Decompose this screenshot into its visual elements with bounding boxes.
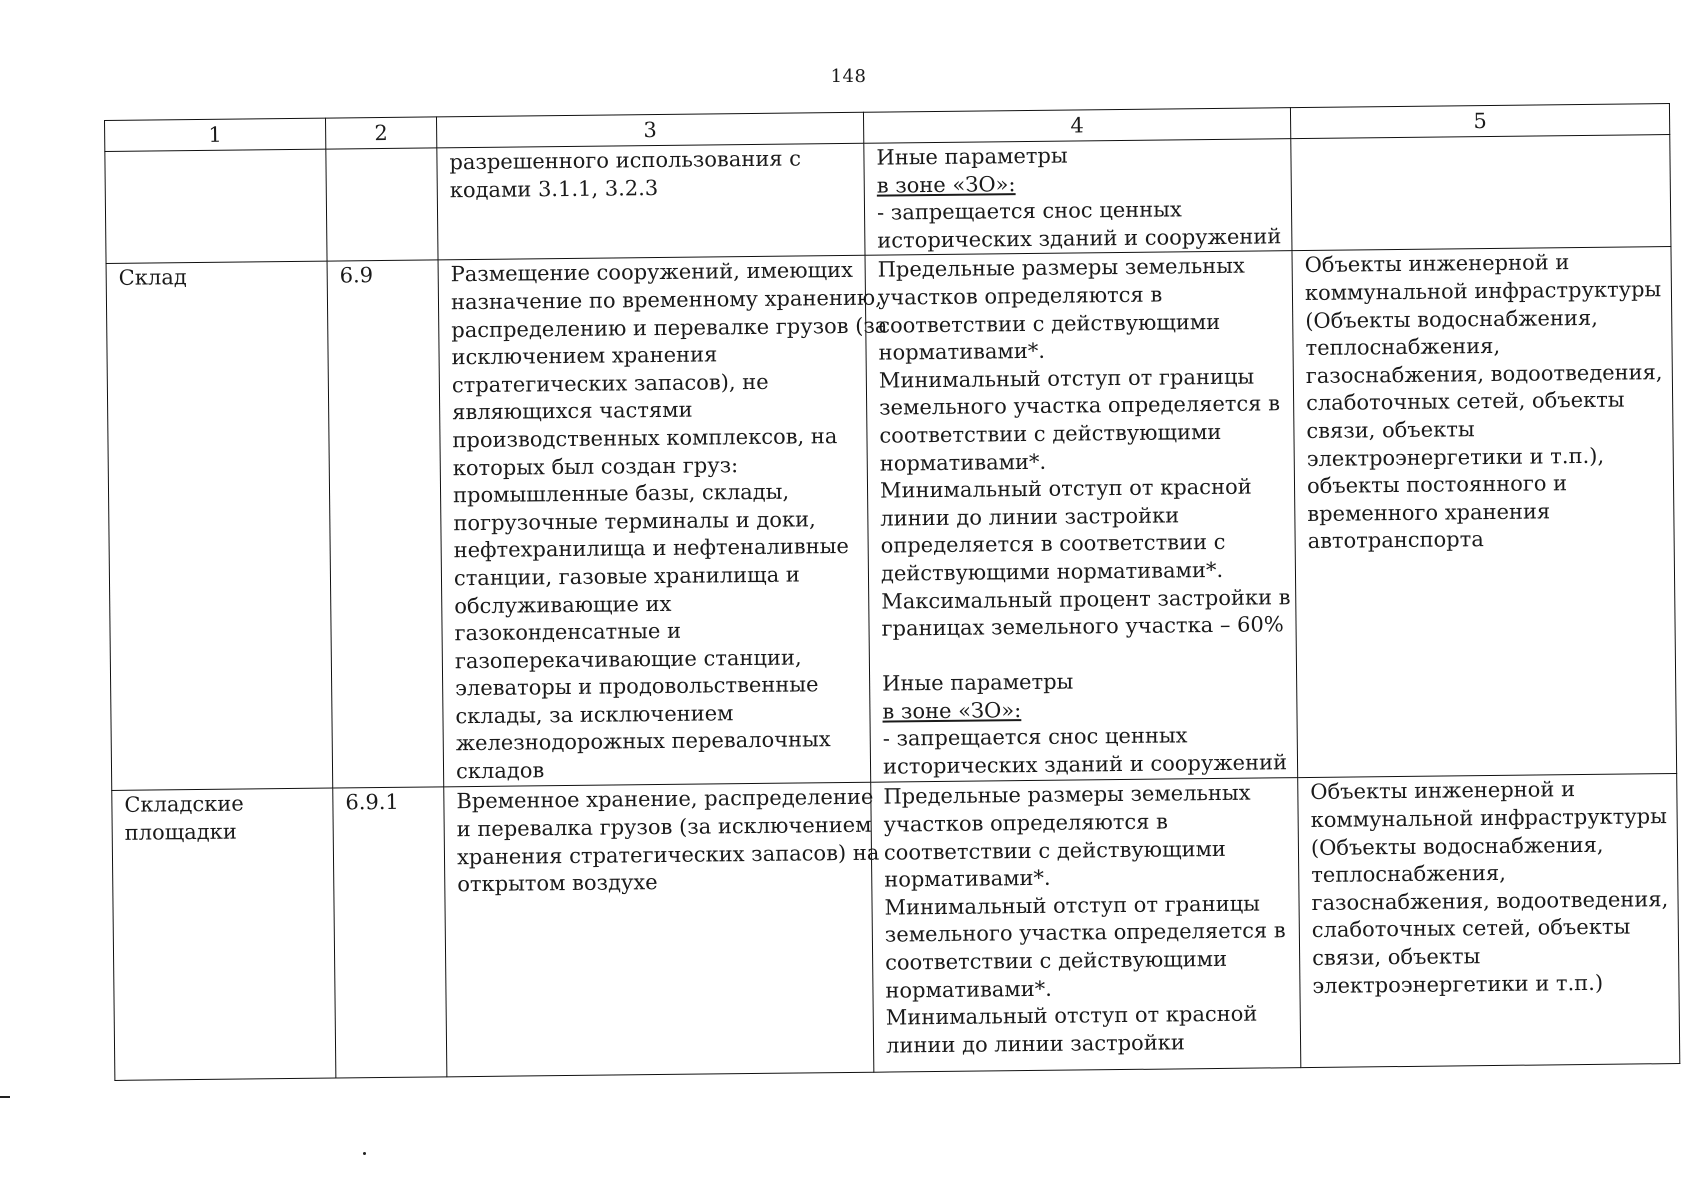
text-line: электроэнергетики и т.п.) — [1312, 970, 1604, 998]
text-line: 6.9 — [339, 263, 374, 288]
text-line: Иные параметры — [882, 669, 1074, 696]
text-line: 6.9.1 — [345, 790, 399, 815]
text-line: производственных комплексов, на — [452, 424, 838, 453]
text-line: связи, объекты — [1312, 944, 1481, 970]
text-line: погрузочные терминалы и доки, — [453, 507, 816, 535]
text-line: соответствии с действующими — [878, 309, 1221, 338]
text-line: Складские — [124, 791, 244, 818]
text-line: газоснабжения, водоотведения, — [1311, 886, 1669, 915]
text-line: назначение по временному хранению, — [450, 285, 882, 315]
text-line: Временное хранение, распределение — [456, 785, 874, 814]
cell-description — [438, 256, 888, 788]
text-line: участков определяются в — [883, 809, 1169, 837]
text-line: разрешенного использования с — [449, 146, 802, 175]
zone-label: в зоне «ЗО»: — [876, 171, 1016, 198]
text-line: Объекты инженерной и — [1310, 777, 1576, 805]
text-line: складов — [455, 758, 545, 784]
text-line: земельного участка определяется в — [884, 918, 1286, 947]
text-line: которых был создан груз: — [452, 452, 739, 480]
text-line: исключением хранения — [451, 342, 718, 370]
text-line: теплоснабжения, — [1305, 334, 1501, 361]
cell-parameters — [865, 251, 1298, 783]
land-use-table — [104, 103, 1680, 1081]
text-line: линии до линии застройки — [880, 503, 1180, 531]
column-header-4: 4 — [863, 108, 1290, 144]
text-line: стратегических запасов), не — [451, 369, 769, 398]
page-number: 148 — [830, 66, 867, 87]
text-line: Размещение сооружений, имеющих — [450, 258, 854, 287]
text-line: коммунальной инфраструктуры — [1304, 277, 1662, 305]
text-line: - запрещается снос ценных — [882, 723, 1188, 752]
cell-auxiliary — [1291, 135, 1671, 251]
text-line: исторических зданий и сооружений — [877, 224, 1282, 253]
column-header-5: 5 — [1290, 104, 1669, 139]
table-row-sklad — [106, 247, 1677, 791]
text-line: Минимальный отступ от границы — [884, 891, 1260, 920]
text-line: открытом воздухе — [457, 870, 658, 897]
text-line: Минимальный отступ от красной — [879, 474, 1252, 503]
text-line: электроэнергетики и т.п.), — [1306, 443, 1605, 471]
text-line: исторических зданий и сооружений — [882, 750, 1288, 779]
text-line: действующими нормативами*. — [880, 557, 1224, 586]
cell-code — [327, 260, 444, 788]
text-line: склады, за исключением — [455, 701, 734, 729]
text-line: площадки — [124, 819, 237, 845]
cell-description — [437, 143, 865, 260]
text-line: являющихся частями — [452, 397, 693, 425]
text-line: Предельные размеры земельных — [877, 254, 1245, 283]
text-line: Иные параметры — [876, 143, 1068, 170]
cell-auxiliary — [1298, 774, 1680, 1068]
text-line: газоперекачивающие станции, — [454, 645, 802, 673]
text-line: Склад — [118, 265, 187, 291]
text-line: автотранспорта — [1307, 527, 1484, 554]
text-line: хранения стратегических запасов) на — [456, 840, 880, 869]
text-line: кодами 3.1.1, 3.2.3 — [449, 175, 659, 202]
text-line: связи, объекты — [1306, 417, 1475, 443]
cell-auxiliary — [1292, 247, 1677, 778]
text-line: Объекты инженерной и — [1304, 250, 1570, 278]
text-line: нормативами*. — [884, 865, 1051, 892]
text-line: нормативами*. — [878, 338, 1046, 365]
cell-code — [326, 148, 438, 262]
text-line: участков определяются в — [877, 282, 1163, 310]
zone-label: в зоне «ЗО»: — [882, 697, 1022, 724]
spacer — [882, 639, 1284, 671]
table-row-continuation — [105, 135, 1671, 264]
text-line: слаботочных сетей, объекты — [1306, 387, 1625, 416]
column-header-1: 1 — [105, 118, 326, 151]
text-line: нормативами*. — [885, 976, 1052, 1003]
cell-name — [105, 149, 327, 264]
cell-name — [106, 261, 333, 790]
text-line: нефтехранилища и нефтеналивные — [453, 534, 849, 563]
text-line: границах земельного участка – 60% — [881, 612, 1284, 641]
text-line: теплоснабжения, — [1311, 861, 1506, 888]
table-row-skladskie-ploshchadki — [112, 774, 1680, 1081]
text-line: соответствии с действующими — [885, 946, 1228, 975]
text-line: Предельные размеры земельных — [883, 781, 1251, 809]
text-line: соответствии с действующими — [883, 836, 1226, 865]
scan-artifact-dash — [0, 1096, 10, 1098]
text-line: нормативами*. — [879, 449, 1047, 476]
column-header-2: 2 — [325, 117, 436, 149]
text-line: определяется в соответствии с — [880, 530, 1226, 558]
text-line: земельного участка определяется в — [879, 391, 1281, 420]
text-line: Минимальный отступ от границы — [878, 364, 1255, 393]
text-line: железнодорожных перевалочных — [455, 727, 831, 756]
text-line: (Объекты водоснабжения, — [1305, 305, 1598, 333]
cell-parameters — [864, 139, 1292, 256]
text-line: - запрещается снос ценных — [876, 197, 1182, 225]
scan-artifact-dot — [363, 1152, 366, 1155]
cell-name — [112, 788, 336, 1080]
text-line: промышленные базы, склады, — [452, 479, 790, 508]
text-line: газоснабжения, водоотведения, — [1305, 359, 1663, 388]
text-line: Минимальный отступ от красной — [885, 1001, 1258, 1030]
cell-parameters — [871, 778, 1301, 1073]
text-line: обслуживающие их — [454, 591, 672, 618]
cell-code — [333, 787, 447, 1078]
text-line: распределению и перевалке грузов (за — [451, 313, 888, 342]
text-line: соответствии с действующими — [879, 419, 1222, 448]
text-line: и перевалка грузов (за исключением — [456, 812, 872, 842]
text-line: Максимальный процент застройки в — [881, 584, 1291, 614]
text-line: слаботочных сетей, объекты — [1311, 914, 1631, 943]
text-line: объекты постоянного и — [1306, 471, 1568, 499]
text-line: элеваторы и продовольственные — [455, 672, 819, 701]
text-line: (Объекты водоснабжения, — [1310, 832, 1604, 860]
cell-description — [444, 783, 880, 1078]
text-line: линии до линии застройки — [885, 1030, 1185, 1058]
text-line: временного хранения — [1307, 499, 1551, 526]
text-line: газоконденсатные и — [454, 618, 682, 646]
column-header-3: 3 — [436, 112, 863, 148]
text-line: станции, газовые хранилища и — [453, 562, 800, 591]
text-line: коммунальной инфраструктуры — [1310, 804, 1667, 832]
